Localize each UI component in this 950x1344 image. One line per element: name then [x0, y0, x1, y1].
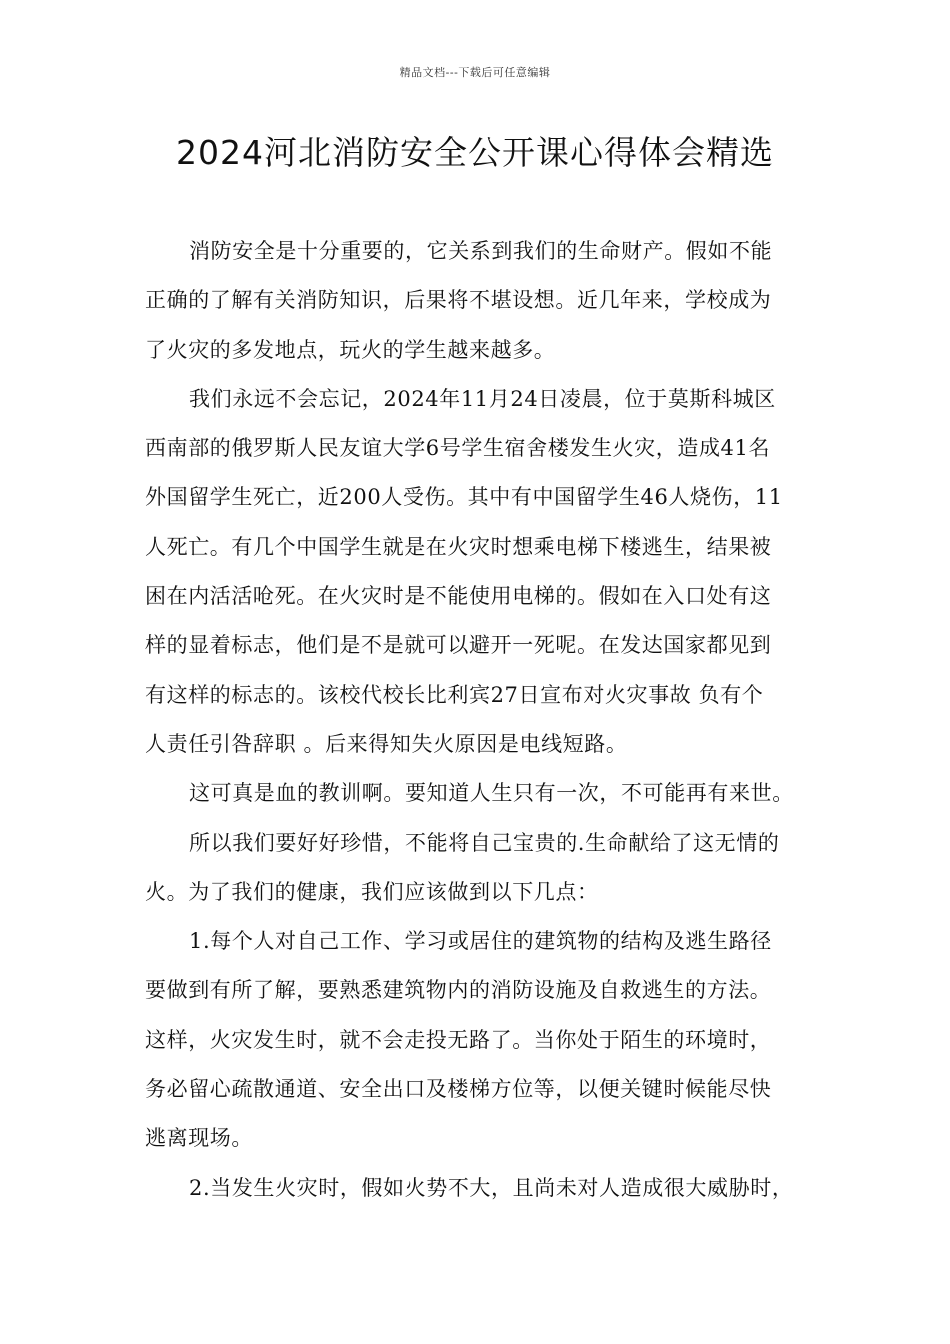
text-line: 人责任引咎辞职 。后来得知失火原因是电线短路。 [145, 731, 628, 756]
text-line: 我们永远不会忘记，2024年11月24日凌晨，位于莫斯科城区 [189, 386, 776, 411]
text-line: 逃离现场。 [145, 1126, 253, 1151]
body-text [145, 227, 825, 1213]
text-line: 火。为了我们的健康，我们应该做到以下几点： [145, 879, 599, 904]
text-line: 有这样的标志的。该校代校长比利宾27日宣布对火灾事故 负有个 [145, 682, 764, 707]
text-line: 消防安全是十分重要的，它关系到我们的生命财产。假如不能 [189, 239, 773, 263]
text-line: 人死亡。有几个中国学生就是在火灾时想乘电梯下楼逃生，结果被 [145, 534, 772, 559]
text-line: 这样，火灾发生时，就不会走投无路了。当你处于陌生的环境时， [145, 1027, 772, 1052]
text-line: 要做到有所了解，要熟悉建筑物内的消防设施及自救逃生的方法。 [145, 978, 772, 1003]
text-line: 外国留学生死亡，近200人受伤。其中有中国留学生46人烧伤，11 [145, 485, 783, 510]
text-line: 2.当发生火灾时，假如火势不大，且尚未对人造成很大威胁时， [189, 1175, 794, 1200]
text-line: 1.每个人对自己工作、学习或居住的建筑物的结构及逃生路径 [189, 929, 772, 954]
page-title: 2024河北消防安全公开课心得体会精选 [176, 133, 774, 172]
text-line: 所以我们要好好珍惜，不能将自己宝贵的.生命献给了这无情的 [189, 830, 780, 855]
text-line: 正确的了解有关消防知识，后果将不堪设想。近几年来，学校成为 [145, 288, 772, 313]
header-note: 精品文档---下载后可任意编辑 [399, 66, 551, 79]
text-line: 样的显着标志，他们是不是就可以避开一死呢。在发达国家都见到 [145, 633, 772, 658]
text-line: 务必留心疏散通道、安全出口及楼梯方位等，以便关键时候能尽快 [145, 1077, 772, 1102]
text-line: 了火灾的多发地点，玩火的学生越来越多。 [145, 337, 556, 362]
text-line: 这可真是血的教训啊。要知道人生只有一次，不可能再有来世。 [189, 781, 794, 806]
text-line: 困在内活活呛死。在火灾时是不能使用电梯的。假如在入口处有这 [145, 584, 772, 609]
text-line: 西南部的俄罗斯人民友谊大学6号学生宿舍楼发生火灾，造成41名 [145, 436, 771, 461]
